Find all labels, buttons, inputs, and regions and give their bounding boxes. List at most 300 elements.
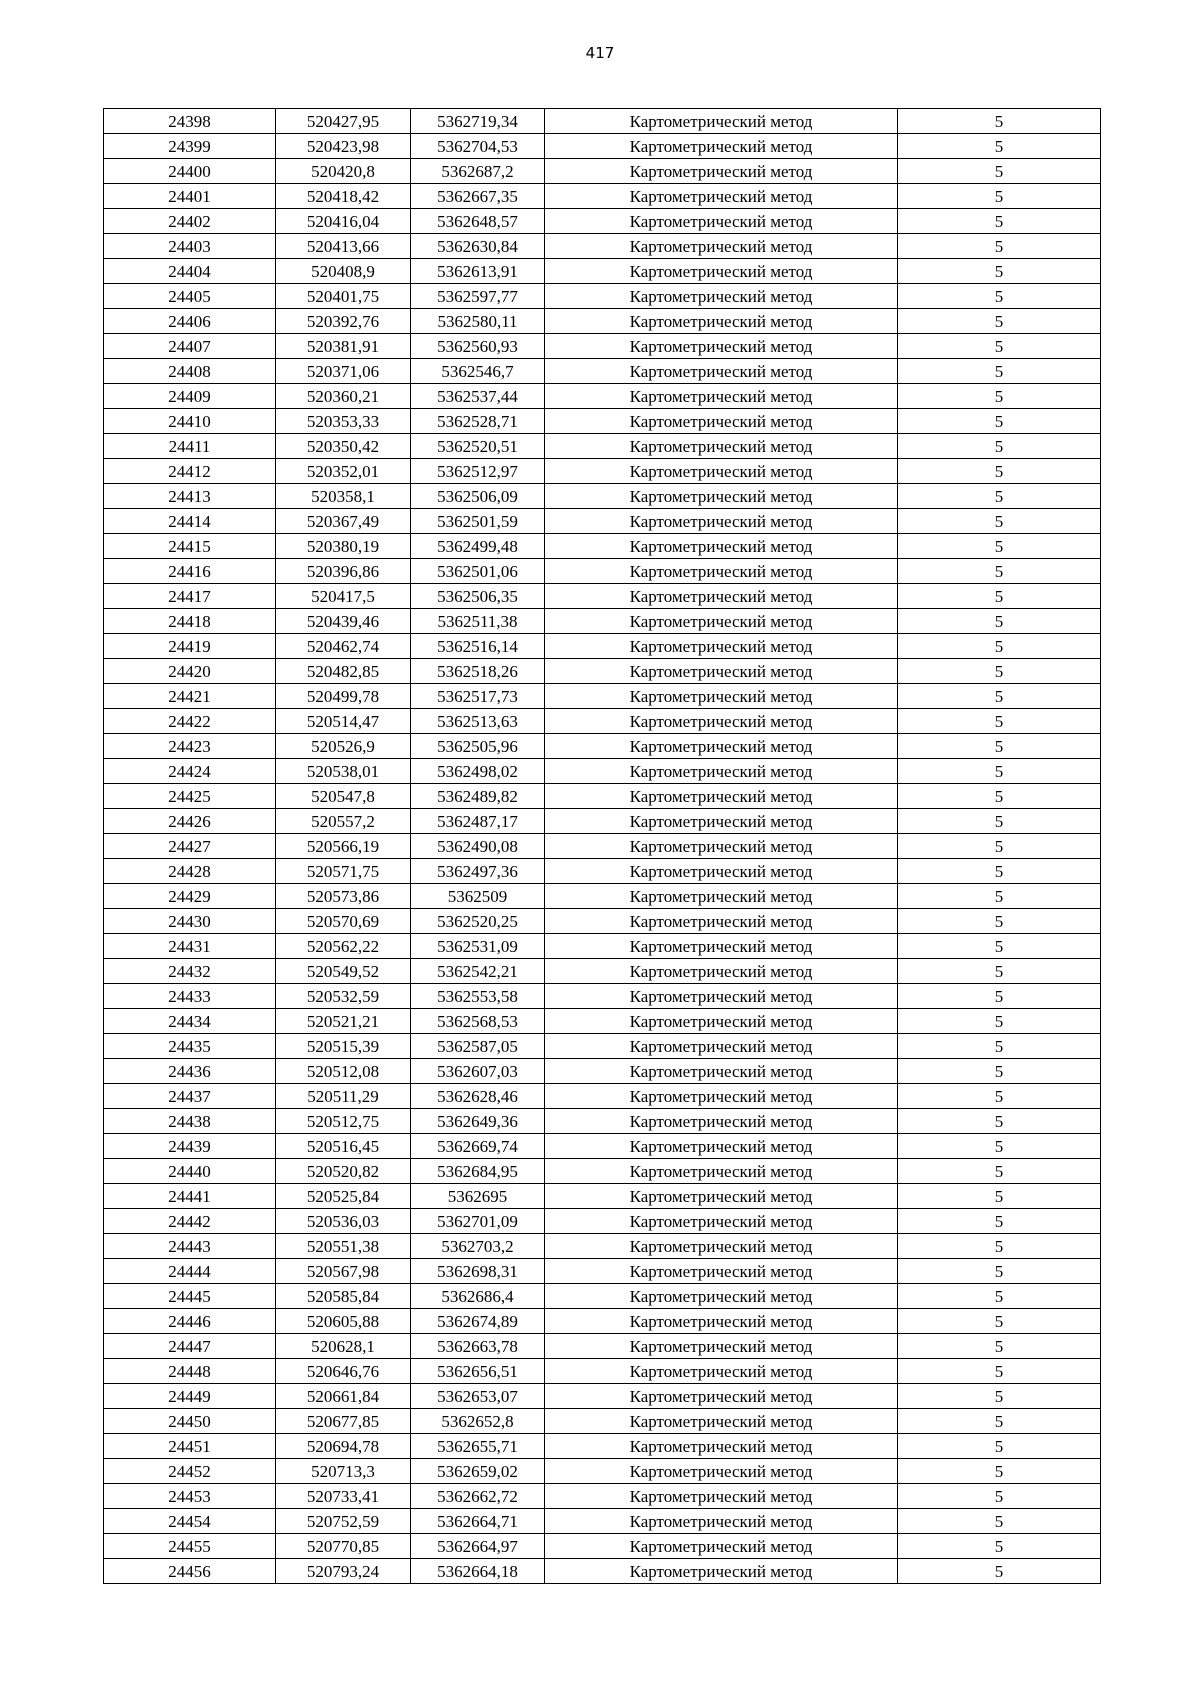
table-row <box>104 559 1101 584</box>
x-coordinate-cell: 520462,74 <box>276 634 411 659</box>
accuracy-cell: 5 <box>898 884 1101 909</box>
method-cell: Картометрический метод <box>545 459 898 484</box>
method-cell: Картометрический метод <box>545 384 898 409</box>
x-coordinate-cell: 520482,85 <box>276 659 411 684</box>
x-coordinate-cell: 520566,19 <box>276 834 411 859</box>
table-row <box>104 1159 1101 1184</box>
x-coordinate-cell: 520521,21 <box>276 1009 411 1034</box>
method-cell: Картометрический метод <box>545 1409 898 1434</box>
x-coordinate-cell: 520538,01 <box>276 759 411 784</box>
method-cell: Картометрический метод <box>545 209 898 234</box>
y-coordinate-cell: 5362695 <box>411 1184 545 1209</box>
point-number-cell: 24436 <box>104 1059 276 1084</box>
table-row <box>104 1209 1101 1234</box>
accuracy-cell: 5 <box>898 659 1101 684</box>
y-coordinate-cell: 5362669,74 <box>411 1134 545 1159</box>
table-row <box>104 509 1101 534</box>
table-row <box>104 1284 1101 1309</box>
accuracy-cell: 5 <box>898 559 1101 584</box>
accuracy-cell: 5 <box>898 434 1101 459</box>
accuracy-cell: 5 <box>898 684 1101 709</box>
y-coordinate-cell: 5362537,44 <box>411 384 545 409</box>
y-coordinate-cell: 5362607,03 <box>411 1059 545 1084</box>
y-coordinate-cell: 5362653,07 <box>411 1384 545 1409</box>
point-number-cell: 24433 <box>104 984 276 1009</box>
accuracy-cell: 5 <box>898 159 1101 184</box>
method-cell: Картометрический метод <box>545 884 898 909</box>
method-cell: Картометрический метод <box>545 684 898 709</box>
y-coordinate-cell: 5362652,8 <box>411 1409 545 1434</box>
accuracy-cell: 5 <box>898 109 1101 134</box>
point-number-cell: 24440 <box>104 1159 276 1184</box>
table-row <box>104 1184 1101 1209</box>
x-coordinate-cell: 520352,01 <box>276 459 411 484</box>
method-cell: Картометрический метод <box>545 859 898 884</box>
accuracy-cell: 5 <box>898 1109 1101 1134</box>
point-number-cell: 24400 <box>104 159 276 184</box>
x-coordinate-cell: 520392,76 <box>276 309 411 334</box>
y-coordinate-cell: 5362698,31 <box>411 1259 545 1284</box>
x-coordinate-cell: 520562,22 <box>276 934 411 959</box>
accuracy-cell: 5 <box>898 484 1101 509</box>
x-coordinate-cell: 520358,1 <box>276 484 411 509</box>
table-row <box>104 134 1101 159</box>
y-coordinate-cell: 5362613,91 <box>411 259 545 284</box>
table-row <box>104 1034 1101 1059</box>
method-cell: Картометрический метод <box>545 959 898 984</box>
method-cell: Картометрический метод <box>545 1084 898 1109</box>
table-row <box>104 384 1101 409</box>
x-coordinate-cell: 520512,08 <box>276 1059 411 1084</box>
accuracy-cell: 5 <box>898 1184 1101 1209</box>
accuracy-cell: 5 <box>898 1459 1101 1484</box>
x-coordinate-cell: 520427,95 <box>276 109 411 134</box>
point-number-cell: 24431 <box>104 934 276 959</box>
y-coordinate-cell: 5362520,25 <box>411 909 545 934</box>
accuracy-cell: 5 <box>898 809 1101 834</box>
method-cell: Картометрический метод <box>545 909 898 934</box>
method-cell: Картометрический метод <box>545 1134 898 1159</box>
y-coordinate-cell: 5362487,17 <box>411 809 545 834</box>
point-number-cell: 24442 <box>104 1209 276 1234</box>
x-coordinate-cell: 520381,91 <box>276 334 411 359</box>
accuracy-cell: 5 <box>898 1034 1101 1059</box>
accuracy-cell: 5 <box>898 134 1101 159</box>
point-number-cell: 24409 <box>104 384 276 409</box>
y-coordinate-cell: 5362662,72 <box>411 1484 545 1509</box>
point-number-cell: 24447 <box>104 1334 276 1359</box>
accuracy-cell: 5 <box>898 1134 1101 1159</box>
x-coordinate-cell: 520547,8 <box>276 784 411 809</box>
point-number-cell: 24443 <box>104 1234 276 1259</box>
method-cell: Картометрический метод <box>545 184 898 209</box>
method-cell: Картометрический метод <box>545 1159 898 1184</box>
y-coordinate-cell: 5362664,97 <box>411 1534 545 1559</box>
table-row <box>104 1334 1101 1359</box>
y-coordinate-cell: 5362498,02 <box>411 759 545 784</box>
y-coordinate-cell: 5362704,53 <box>411 134 545 159</box>
table-row <box>104 909 1101 934</box>
y-coordinate-cell: 5362664,71 <box>411 1509 545 1534</box>
y-coordinate-cell: 5362628,46 <box>411 1084 545 1109</box>
y-coordinate-cell: 5362546,7 <box>411 359 545 384</box>
accuracy-cell: 5 <box>898 1309 1101 1334</box>
table-row <box>104 1309 1101 1334</box>
x-coordinate-cell: 520526,9 <box>276 734 411 759</box>
accuracy-cell: 5 <box>898 834 1101 859</box>
method-cell: Картометрический метод <box>545 484 898 509</box>
point-number-cell: 24401 <box>104 184 276 209</box>
coordinates-table-body <box>104 109 1101 1584</box>
y-coordinate-cell: 5362531,09 <box>411 934 545 959</box>
method-cell: Картометрический метод <box>545 1359 898 1384</box>
table-row <box>104 1134 1101 1159</box>
accuracy-cell: 5 <box>898 1009 1101 1034</box>
point-number-cell: 24449 <box>104 1384 276 1409</box>
table-row <box>104 409 1101 434</box>
table-row <box>104 584 1101 609</box>
method-cell: Картометрический метод <box>545 1209 898 1234</box>
method-cell: Картометрический метод <box>545 1034 898 1059</box>
method-cell: Картометрический метод <box>545 1384 898 1409</box>
accuracy-cell: 5 <box>898 1259 1101 1284</box>
method-cell: Картометрический метод <box>545 409 898 434</box>
x-coordinate-cell: 520423,98 <box>276 134 411 159</box>
table-row <box>104 159 1101 184</box>
y-coordinate-cell: 5362684,95 <box>411 1159 545 1184</box>
accuracy-cell: 5 <box>898 509 1101 534</box>
x-coordinate-cell: 520371,06 <box>276 359 411 384</box>
table-row <box>104 234 1101 259</box>
point-number-cell: 24455 <box>104 1534 276 1559</box>
point-number-cell: 24402 <box>104 209 276 234</box>
y-coordinate-cell: 5362667,35 <box>411 184 545 209</box>
x-coordinate-cell: 520770,85 <box>276 1534 411 1559</box>
y-coordinate-cell: 5362580,11 <box>411 309 545 334</box>
y-coordinate-cell: 5362655,71 <box>411 1434 545 1459</box>
table-row <box>104 459 1101 484</box>
accuracy-cell: 5 <box>898 784 1101 809</box>
table-row <box>104 284 1101 309</box>
method-cell: Картометрический метод <box>545 434 898 459</box>
method-cell: Картометрический метод <box>545 1484 898 1509</box>
y-coordinate-cell: 5362719,34 <box>411 109 545 134</box>
accuracy-cell: 5 <box>898 1434 1101 1459</box>
method-cell: Картометрический метод <box>545 1184 898 1209</box>
table-row <box>104 309 1101 334</box>
x-coordinate-cell: 520571,75 <box>276 859 411 884</box>
y-coordinate-cell: 5362568,53 <box>411 1009 545 1034</box>
method-cell: Картометрический метод <box>545 984 898 1009</box>
accuracy-cell: 5 <box>898 1284 1101 1309</box>
x-coordinate-cell: 520515,39 <box>276 1034 411 1059</box>
x-coordinate-cell: 520752,59 <box>276 1509 411 1534</box>
accuracy-cell: 5 <box>898 1334 1101 1359</box>
point-number-cell: 24430 <box>104 909 276 934</box>
table-row <box>104 1359 1101 1384</box>
point-number-cell: 24424 <box>104 759 276 784</box>
y-coordinate-cell: 5362490,08 <box>411 834 545 859</box>
table-row <box>104 859 1101 884</box>
method-cell: Картометрический метод <box>545 1534 898 1559</box>
accuracy-cell: 5 <box>898 1159 1101 1184</box>
method-cell: Картометрический метод <box>545 734 898 759</box>
method-cell: Картометрический метод <box>545 1309 898 1334</box>
point-number-cell: 24405 <box>104 284 276 309</box>
point-number-cell: 24432 <box>104 959 276 984</box>
method-cell: Картометрический метод <box>545 509 898 534</box>
point-number-cell: 24414 <box>104 509 276 534</box>
point-number-cell: 24427 <box>104 834 276 859</box>
table-row <box>104 984 1101 1009</box>
table-row <box>104 734 1101 759</box>
method-cell: Картометрический метод <box>545 1059 898 1084</box>
accuracy-cell: 5 <box>898 634 1101 659</box>
table-row <box>104 934 1101 959</box>
accuracy-cell: 5 <box>898 409 1101 434</box>
method-cell: Картометрический метод <box>545 934 898 959</box>
point-number-cell: 24413 <box>104 484 276 509</box>
point-number-cell: 24416 <box>104 559 276 584</box>
table-row <box>104 1384 1101 1409</box>
x-coordinate-cell: 520532,59 <box>276 984 411 1009</box>
method-cell: Картометрический метод <box>545 834 898 859</box>
method-cell: Картометрический метод <box>545 1559 898 1584</box>
method-cell: Картометрический метод <box>545 1459 898 1484</box>
table-row <box>104 484 1101 509</box>
point-number-cell: 24412 <box>104 459 276 484</box>
x-coordinate-cell: 520418,42 <box>276 184 411 209</box>
x-coordinate-cell: 520408,9 <box>276 259 411 284</box>
x-coordinate-cell: 520512,75 <box>276 1109 411 1134</box>
table-row <box>104 709 1101 734</box>
y-coordinate-cell: 5362542,21 <box>411 959 545 984</box>
x-coordinate-cell: 520567,98 <box>276 1259 411 1284</box>
table-row <box>104 684 1101 709</box>
point-number-cell: 24406 <box>104 309 276 334</box>
method-cell: Картометрический метод <box>545 584 898 609</box>
x-coordinate-cell: 520511,29 <box>276 1084 411 1109</box>
point-number-cell: 24446 <box>104 1309 276 1334</box>
y-coordinate-cell: 5362506,09 <box>411 484 545 509</box>
table-row <box>104 259 1101 284</box>
x-coordinate-cell: 520549,52 <box>276 959 411 984</box>
x-coordinate-cell: 520570,69 <box>276 909 411 934</box>
table-row <box>104 209 1101 234</box>
table-row <box>104 359 1101 384</box>
point-number-cell: 24422 <box>104 709 276 734</box>
x-coordinate-cell: 520350,42 <box>276 434 411 459</box>
y-coordinate-cell: 5362499,48 <box>411 534 545 559</box>
y-coordinate-cell: 5362489,82 <box>411 784 545 809</box>
accuracy-cell: 5 <box>898 209 1101 234</box>
accuracy-cell: 5 <box>898 459 1101 484</box>
method-cell: Картометрический метод <box>545 1334 898 1359</box>
accuracy-cell: 5 <box>898 959 1101 984</box>
x-coordinate-cell: 520360,21 <box>276 384 411 409</box>
table-row <box>104 884 1101 909</box>
x-coordinate-cell: 520353,33 <box>276 409 411 434</box>
y-coordinate-cell: 5362505,96 <box>411 734 545 759</box>
point-number-cell: 24428 <box>104 859 276 884</box>
point-number-cell: 24418 <box>104 609 276 634</box>
table-row <box>104 534 1101 559</box>
point-number-cell: 24398 <box>104 109 276 134</box>
accuracy-cell: 5 <box>898 709 1101 734</box>
accuracy-cell: 5 <box>898 859 1101 884</box>
x-coordinate-cell: 520439,46 <box>276 609 411 634</box>
x-coordinate-cell: 520413,66 <box>276 234 411 259</box>
method-cell: Картометрический метод <box>545 634 898 659</box>
y-coordinate-cell: 5362520,51 <box>411 434 545 459</box>
accuracy-cell: 5 <box>898 259 1101 284</box>
point-number-cell: 24399 <box>104 134 276 159</box>
point-number-cell: 24421 <box>104 684 276 709</box>
accuracy-cell: 5 <box>898 759 1101 784</box>
method-cell: Картометрический метод <box>545 809 898 834</box>
point-number-cell: 24454 <box>104 1509 276 1534</box>
x-coordinate-cell: 520551,38 <box>276 1234 411 1259</box>
point-number-cell: 24423 <box>104 734 276 759</box>
x-coordinate-cell: 520499,78 <box>276 684 411 709</box>
point-number-cell: 24452 <box>104 1459 276 1484</box>
x-coordinate-cell: 520628,1 <box>276 1334 411 1359</box>
table-row <box>104 1259 1101 1284</box>
table-row <box>104 834 1101 859</box>
table-row <box>104 1109 1101 1134</box>
point-number-cell: 24439 <box>104 1134 276 1159</box>
x-coordinate-cell: 520525,84 <box>276 1184 411 1209</box>
method-cell: Картометрический метод <box>545 134 898 159</box>
y-coordinate-cell: 5362501,06 <box>411 559 545 584</box>
accuracy-cell: 5 <box>898 1534 1101 1559</box>
method-cell: Картометрический метод <box>545 1234 898 1259</box>
accuracy-cell: 5 <box>898 384 1101 409</box>
accuracy-cell: 5 <box>898 584 1101 609</box>
x-coordinate-cell: 520793,24 <box>276 1559 411 1584</box>
x-coordinate-cell: 520585,84 <box>276 1284 411 1309</box>
y-coordinate-cell: 5362501,59 <box>411 509 545 534</box>
y-coordinate-cell: 5362509 <box>411 884 545 909</box>
x-coordinate-cell: 520380,19 <box>276 534 411 559</box>
point-number-cell: 24450 <box>104 1409 276 1434</box>
x-coordinate-cell: 520420,8 <box>276 159 411 184</box>
accuracy-cell: 5 <box>898 734 1101 759</box>
y-coordinate-cell: 5362587,05 <box>411 1034 545 1059</box>
x-coordinate-cell: 520516,45 <box>276 1134 411 1159</box>
accuracy-cell: 5 <box>898 1059 1101 1084</box>
table-row <box>104 759 1101 784</box>
point-number-cell: 24441 <box>104 1184 276 1209</box>
accuracy-cell: 5 <box>898 234 1101 259</box>
y-coordinate-cell: 5362686,4 <box>411 1284 545 1309</box>
table-row <box>104 784 1101 809</box>
y-coordinate-cell: 5362517,73 <box>411 684 545 709</box>
method-cell: Картометрический метод <box>545 259 898 284</box>
table-row <box>104 1434 1101 1459</box>
table-row <box>104 334 1101 359</box>
accuracy-cell: 5 <box>898 1559 1101 1584</box>
method-cell: Картометрический метод <box>545 1109 898 1134</box>
table-row <box>104 1559 1101 1584</box>
method-cell: Картометрический метод <box>545 159 898 184</box>
table-row <box>104 1084 1101 1109</box>
point-number-cell: 24403 <box>104 234 276 259</box>
point-number-cell: 24419 <box>104 634 276 659</box>
y-coordinate-cell: 5362516,14 <box>411 634 545 659</box>
y-coordinate-cell: 5362701,09 <box>411 1209 545 1234</box>
y-coordinate-cell: 5362649,36 <box>411 1109 545 1134</box>
accuracy-cell: 5 <box>898 934 1101 959</box>
point-number-cell: 24425 <box>104 784 276 809</box>
method-cell: Картометрический метод <box>545 109 898 134</box>
accuracy-cell: 5 <box>898 1409 1101 1434</box>
point-number-cell: 24429 <box>104 884 276 909</box>
accuracy-cell: 5 <box>898 609 1101 634</box>
accuracy-cell: 5 <box>898 284 1101 309</box>
x-coordinate-cell: 520367,49 <box>276 509 411 534</box>
x-coordinate-cell: 520557,2 <box>276 809 411 834</box>
point-number-cell: 24451 <box>104 1434 276 1459</box>
method-cell: Картометрический метод <box>545 534 898 559</box>
y-coordinate-cell: 5362664,18 <box>411 1559 545 1584</box>
x-coordinate-cell: 520417,5 <box>276 584 411 609</box>
page-number: 417 <box>585 44 615 62</box>
method-cell: Картометрический метод <box>545 559 898 584</box>
accuracy-cell: 5 <box>898 184 1101 209</box>
accuracy-cell: 5 <box>898 1509 1101 1534</box>
x-coordinate-cell: 520661,84 <box>276 1384 411 1409</box>
table-row <box>104 434 1101 459</box>
method-cell: Картометрический метод <box>545 284 898 309</box>
method-cell: Картометрический метод <box>545 659 898 684</box>
table-row <box>104 1409 1101 1434</box>
x-coordinate-cell: 520605,88 <box>276 1309 411 1334</box>
point-number-cell: 24420 <box>104 659 276 684</box>
y-coordinate-cell: 5362630,84 <box>411 234 545 259</box>
method-cell: Картометрический метод <box>545 1259 898 1284</box>
method-cell: Картометрический метод <box>545 759 898 784</box>
y-coordinate-cell: 5362560,93 <box>411 334 545 359</box>
point-number-cell: 24415 <box>104 534 276 559</box>
x-coordinate-cell: 520713,3 <box>276 1459 411 1484</box>
y-coordinate-cell: 5362553,58 <box>411 984 545 1009</box>
method-cell: Картометрический метод <box>545 234 898 259</box>
y-coordinate-cell: 5362528,71 <box>411 409 545 434</box>
x-coordinate-cell: 520401,75 <box>276 284 411 309</box>
y-coordinate-cell: 5362518,26 <box>411 659 545 684</box>
method-cell: Картометрический метод <box>545 309 898 334</box>
method-cell: Картометрический метод <box>545 1434 898 1459</box>
x-coordinate-cell: 520416,04 <box>276 209 411 234</box>
point-number-cell: 24438 <box>104 1109 276 1134</box>
method-cell: Картометрический метод <box>545 359 898 384</box>
table-row <box>104 1459 1101 1484</box>
table-row <box>104 184 1101 209</box>
accuracy-cell: 5 <box>898 1359 1101 1384</box>
y-coordinate-cell: 5362648,57 <box>411 209 545 234</box>
method-cell: Картометрический метод <box>545 609 898 634</box>
x-coordinate-cell: 520694,78 <box>276 1434 411 1459</box>
accuracy-cell: 5 <box>898 359 1101 384</box>
y-coordinate-cell: 5362497,36 <box>411 859 545 884</box>
point-number-cell: 24445 <box>104 1284 276 1309</box>
coordinates-table <box>103 108 1101 1584</box>
y-coordinate-cell: 5362687,2 <box>411 159 545 184</box>
x-coordinate-cell: 520514,47 <box>276 709 411 734</box>
y-coordinate-cell: 5362597,77 <box>411 284 545 309</box>
point-number-cell: 24435 <box>104 1034 276 1059</box>
